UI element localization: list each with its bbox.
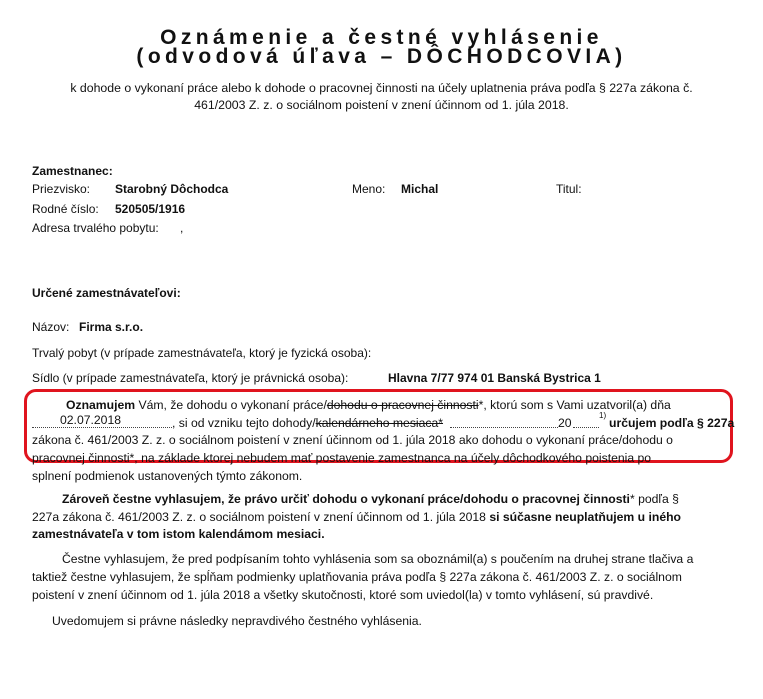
employer-name-label: Názov: <box>32 320 70 334</box>
employee-heading: Zamestnanec: <box>32 164 113 178</box>
notice-line-5: splnení podmienok ustanovených týmto zákonom. <box>32 469 303 483</box>
employer-name-value: Firma s.r.o. <box>79 320 144 334</box>
declaration2-line-1: Čestne vyhlasujem, že pred podpísaním tohto vyhlásenia som sa oboznámil(a) s poučením na druhej strane tlačiva a <box>62 552 694 566</box>
employer-heading: Určené zamestnávateľovi: <box>32 286 181 300</box>
notice-bold-tail: určujem podľa § 227a <box>609 416 735 430</box>
declaration1-bold-1: Zároveň čestne vyhlasujem, že právo určiť dohodu o vykonaní práce/dohodu o pracovnej činnosti <box>62 492 630 506</box>
notice-line-2 <box>172 416 443 430</box>
address-value: , <box>180 221 184 235</box>
year-dotted-line <box>573 427 599 428</box>
name-label: Meno: <box>352 182 386 196</box>
document-subtitle: (odvodová úľava – DÔCHODCOVIA) <box>136 45 627 68</box>
notice-strike-2: kalendárneho mesiaca* <box>315 416 444 430</box>
year-prefix: 20 <box>558 416 572 430</box>
declaration1-line-1 <box>62 492 679 506</box>
declaration1-normal-2: 227a zákona č. 461/2003 Z. z. o sociálnom poistení v znení účinnom od 1. júla 2018 <box>32 510 486 524</box>
address-label: Adresa trvalého pobytu: <box>32 221 159 235</box>
declaration1-line-3: zamestnávateľa v tom istom kalendámom mesiaci. <box>32 527 325 541</box>
declaration2-line-3: poistení v znení účinnom od 1. júla 2018 a všetky skutočnosti, ktoré som uviedol(la) v tomto vyhlásení, sú pravdivé. <box>32 588 654 602</box>
seat-label: Sídlo (v prípade zamestnávateľa, ktorý je právnická osoba): <box>32 371 349 385</box>
notice-part-3: , si od vzniku tejto dohody/ <box>172 416 316 430</box>
declaration1-normal-1: * podľa § <box>629 492 679 506</box>
birth-number-label: Rodné číslo: <box>32 202 99 216</box>
closing-statement: Uvedomujem si právne následky nepravdivého čestného vyhlásenia. <box>52 614 422 628</box>
notice-strike-1: dohodu o pracovnej činnosti <box>326 398 479 412</box>
intro-line-2: 461/2003 Z. z. o sociálnom poistení v znení účinnom od 1. júla 2018. <box>194 98 569 112</box>
seat-value: Hlavna 7/77 974 01 Banská Bystrica 1 <box>388 371 601 385</box>
declaration1-line-2 <box>32 510 681 524</box>
notice-part-1: Vám, že dohodu o vykonaní práce/ <box>138 398 327 412</box>
document-title: Oznámenie a čestné vyhlásenie <box>160 26 603 49</box>
declaration2-line-2: taktiež čestne vyhlasujem, že spĺňam podmienky uplatňovania práva podľa § 227a zákona č. 461/2003 Z. z. o sociálnom <box>32 570 682 584</box>
date-value: 02.07.2018 <box>60 413 121 427</box>
date-dotted-line <box>32 427 172 428</box>
title-label: Titul: <box>556 182 582 196</box>
birth-number-value: 520505/1916 <box>115 202 186 216</box>
residence-label: Trvalý pobyt (v prípade zamestnávateľa, ktorý je fyzická osoba): <box>32 346 372 360</box>
notice-line-4: pracovnej činnosti*, na základe ktorej nebudem mať postavenie zamestnanca na účely dôchodkového poistenia po <box>32 451 652 465</box>
intro-line-1: k dohode o vykonaní práce alebo k dohode o pracovnej činnosti na účely uplatnenia práva podľa § 227a zákona č. <box>70 81 693 95</box>
footnote-marker: 1) <box>599 411 607 420</box>
month-dotted-line <box>450 427 558 428</box>
notice-line-3: zákona č. 461/2003 Z. z. o sociálnom poistení v znení účinnom od 1. júla 2018 ako dohodu o vykonaní práce/dohodu o <box>32 433 673 447</box>
surname-value: Starobný Dôchodca <box>115 182 229 196</box>
notice-lead: Oznamujem <box>66 398 136 412</box>
declaration1-bold-2: si súčasne neuplatňujem u iného <box>489 510 681 524</box>
name-value: Michal <box>401 182 439 196</box>
surname-label: Priezvisko: <box>32 182 91 196</box>
notice-part-2: *, ktorú som s Vami uzatvoril(a) dňa <box>478 398 671 412</box>
notice-line-1 <box>66 398 671 412</box>
